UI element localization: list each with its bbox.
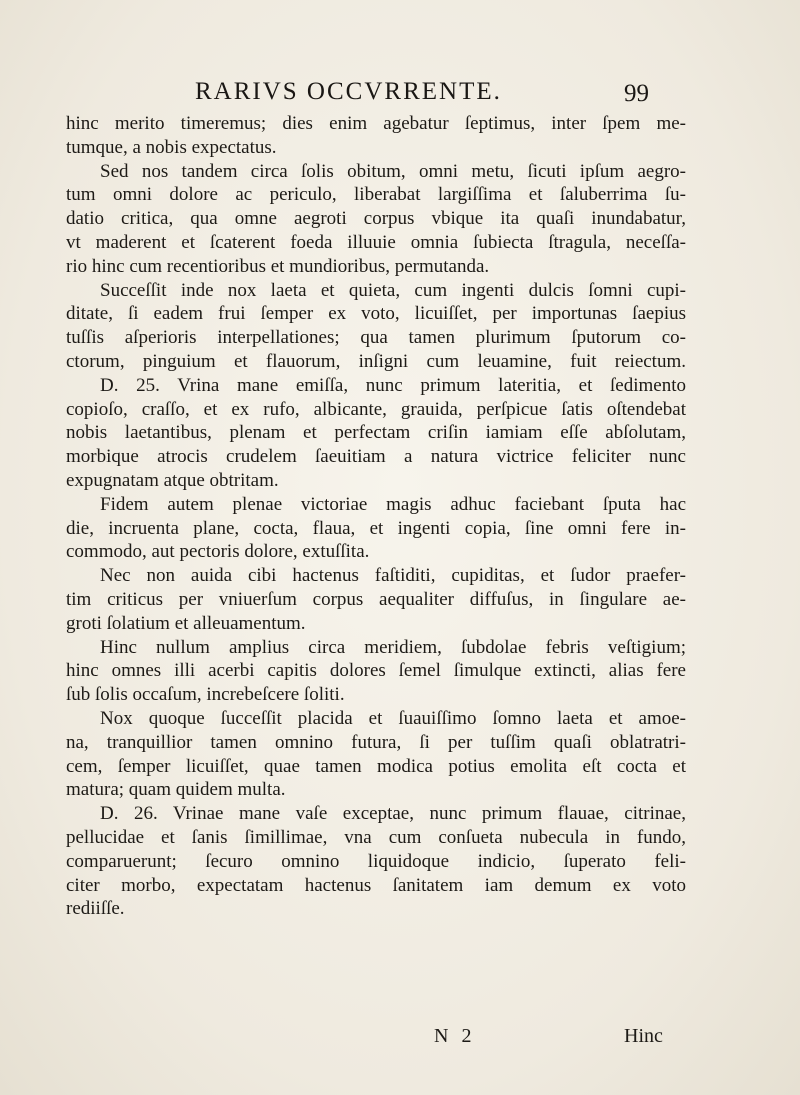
text-line: matura; quam quidem multa. (66, 779, 286, 801)
text-line: ctorum, pinguium et flauorum, inſigni cum leuamine, fuit reiectum. (66, 350, 686, 372)
text-line: expugnatam atque obtritam. (66, 469, 279, 491)
catchword: Hinc (624, 1025, 663, 1047)
text-line: citer morbo, expectatam hactenus ſanitatem iam demum ex voto (66, 874, 686, 896)
text-line: pellucidae et ſanis ſimillimae, vna cum conſueta nubecula in fundo, (66, 826, 686, 848)
text-line: copioſo, craſſo, et ex rufo, albicante, grauida, perſpicue ſatis oſtendebat (66, 398, 686, 420)
running-head: RARIVS OCCVRRENTE. (195, 78, 502, 105)
text-line: Sed nos tandem circa ſolis obitum, omni metu, ſicuti ipſum aegro- (100, 160, 686, 182)
text-line: na, tranquillior tamen omnino futura, ſi per tuſſim quaſi oblatratri- (66, 731, 686, 753)
text-line: tumque, a nobis expectatus. (66, 136, 277, 158)
text-line: commodo, aut pectoris dolore, extuſſita. (66, 541, 370, 563)
signature-mark: N 2 (434, 1025, 476, 1047)
text-line: ditate, ſi eadem frui ſemper ex voto, licuiſſet, per importunas ſaepius (66, 303, 686, 325)
text-line: D. 26. Vrinae mane vaſe exceptae, nunc primum flauae, citrinae, (100, 803, 686, 825)
page-foot (66, 1025, 686, 1055)
text-line: groti ſolatium et alleuamentum. (66, 612, 306, 634)
text-line: rediiſſe. (66, 898, 125, 920)
page-number: 99 (624, 80, 649, 107)
text-line: Succeſſit inde nox laeta et quieta, cum ingenti dulcis ſomni cupi- (100, 279, 686, 301)
text-line: vt maderent et ſcaterent foeda illuuie omnia ſubiecta ſtragula, neceſſa- (66, 231, 686, 253)
body-text (66, 112, 686, 921)
text-line: tum omni dolore ac periculo, liberabat largiſſima et ſaluberrima ſu- (66, 184, 686, 206)
text-line: die, incruenta plane, cocta, flaua, et ingenti copia, ſine omni fere in- (66, 517, 686, 539)
text-line: hinc merito timeremus; dies enim agebatur ſeptimus, inter ſpem me- (66, 113, 686, 134)
text-line: ſub ſolis occaſum, increbeſcere ſoliti. (66, 684, 345, 706)
text-line: rio hinc cum recentioribus et mundioribus, permutanda. (66, 255, 490, 277)
text-line: cem, ſemper licuiſſet, quae tamen modica potius emolita eſt cocta et (66, 755, 686, 777)
text-line: Nox quoque ſucceſſit placida et ſuauiſſimo ſomno laeta et amoe- (100, 707, 686, 729)
text-line: Fidem autem plenae victoriae magis adhuc faciebant ſputa hac (100, 493, 686, 515)
text-line: comparuerunt; ſecuro omnino liquidoque indicio, ſuperato feli- (66, 850, 686, 872)
text-line: D. 25. Vrina mane emiſſa, nunc primum lateritia, et ſedimento (100, 374, 686, 396)
text-line: Nec non auida cibi hactenus faſtiditi, cupiditas, et ſudor praefer- (100, 565, 686, 587)
text-line: hinc omnes illi acerbi capitis dolores ſemel ſimulque extincti, alias fere (66, 660, 686, 682)
text-line: morbique atrocis crudelem ſaeuitiam a natura victrice feliciter nunc (66, 446, 686, 468)
text-line: datio critica, qua omne aegroti corpus vbique ita quaſi inundabatur, (66, 208, 686, 230)
text-line: tuſſis aſperioris interpellationes; qua tamen plurimum ſputorum co- (66, 327, 686, 349)
text-line: tim criticus per vniuerſum corpus aequaliter diffuſus, in ſingulare ae- (66, 588, 686, 610)
text-line: nobis laetantibus, plenam et perfectam criſin iamiam eſſe abſolutam, (66, 422, 686, 444)
text-line: Hinc nullum amplius circa meridiem, ſubdolae febris veſtigium; (100, 636, 686, 658)
